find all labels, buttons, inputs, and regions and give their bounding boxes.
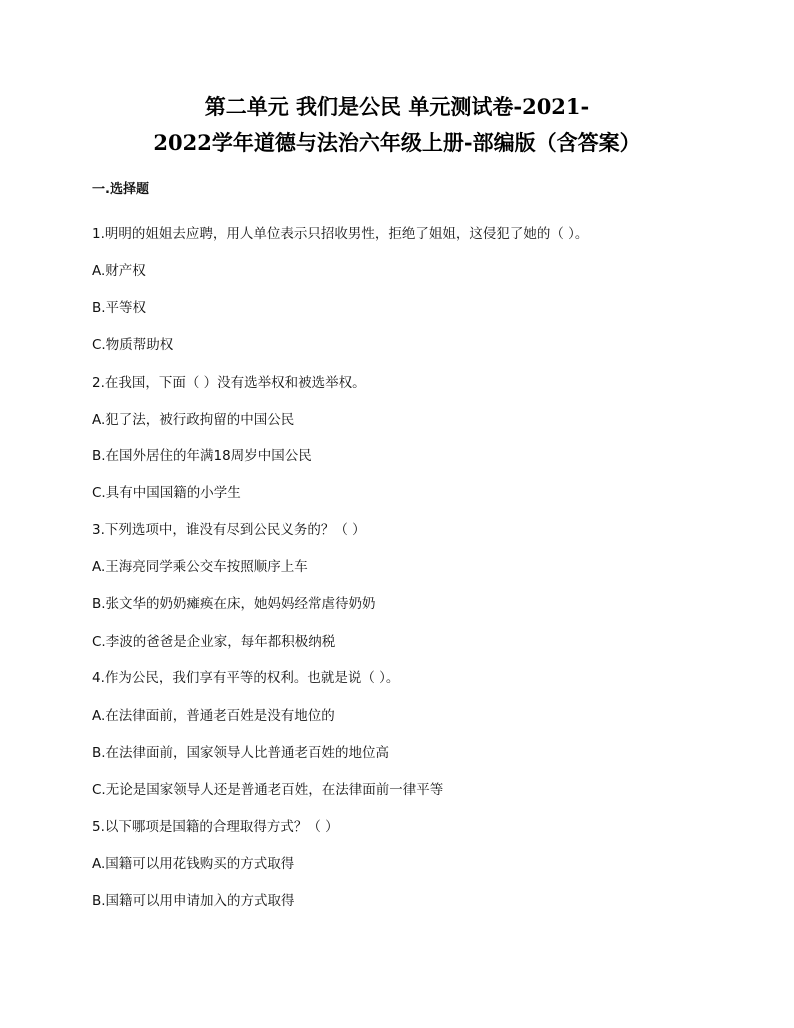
title-line-2: 2022学年道德与法治六年级上册-部编版（含答案）	[153, 130, 641, 155]
question-5-option-a: A.国籍可以用花钱购买的方式取得	[92, 856, 295, 872]
question-2-option-b: B.在国外居住的年满18周岁中国公民	[92, 448, 312, 464]
question-4-stem: 4.作为公民，我们享有平等的权利。也就是说（ ）。	[92, 670, 400, 686]
question-2-option-c: C.具有中国国籍的小学生	[92, 485, 241, 501]
question-3-option-b: B.张文华的奶奶瘫痪在床，她妈妈经常虐待奶奶	[92, 596, 376, 612]
question-1-option-c: C.物质帮助权	[92, 337, 174, 353]
section-heading: 一.选择题	[92, 182, 149, 197]
question-3-stem: 3.下列选项中，谁没有尽到公民义务的？（ ）	[92, 522, 366, 538]
question-4-option-a: A.在法律面前，普通老百姓是没有地位的	[92, 708, 335, 724]
question-4-option-b: B.在法律面前，国家领导人比普通老百姓的地位高	[92, 745, 390, 761]
question-3-option-c: C.李波的爸爸是企业家，每年都积极纳税	[92, 634, 336, 650]
question-4-option-c: C.无论是国家领导人还是普通老百姓，在法律面前一律平等	[92, 782, 444, 798]
question-1-option-b: B.平等权	[92, 300, 147, 316]
title-line-1: 第二单元 我们是公民 单元测试卷-2021-	[204, 94, 590, 119]
question-1-option-a: A.财产权	[92, 263, 146, 279]
question-3-option-a: A.王海亮同学乘公交车按照顺序上车	[92, 559, 308, 575]
question-5-stem: 5.以下哪项是国籍的合理取得方式？（ ）	[92, 819, 339, 835]
question-5-option-b: B.国籍可以用申请加入的方式取得	[92, 893, 295, 909]
question-2-stem: 2.在我国，下面（ ）没有选举权和被选举权。	[92, 375, 366, 391]
question-1-stem: 1.明明的姐姐去应聘，用人单位表示只招收男性，拒绝了姐姐，这侵犯了她的（ ）。	[92, 226, 589, 242]
question-2-option-a: A.犯了法，被行政拘留的中国公民	[92, 412, 295, 428]
